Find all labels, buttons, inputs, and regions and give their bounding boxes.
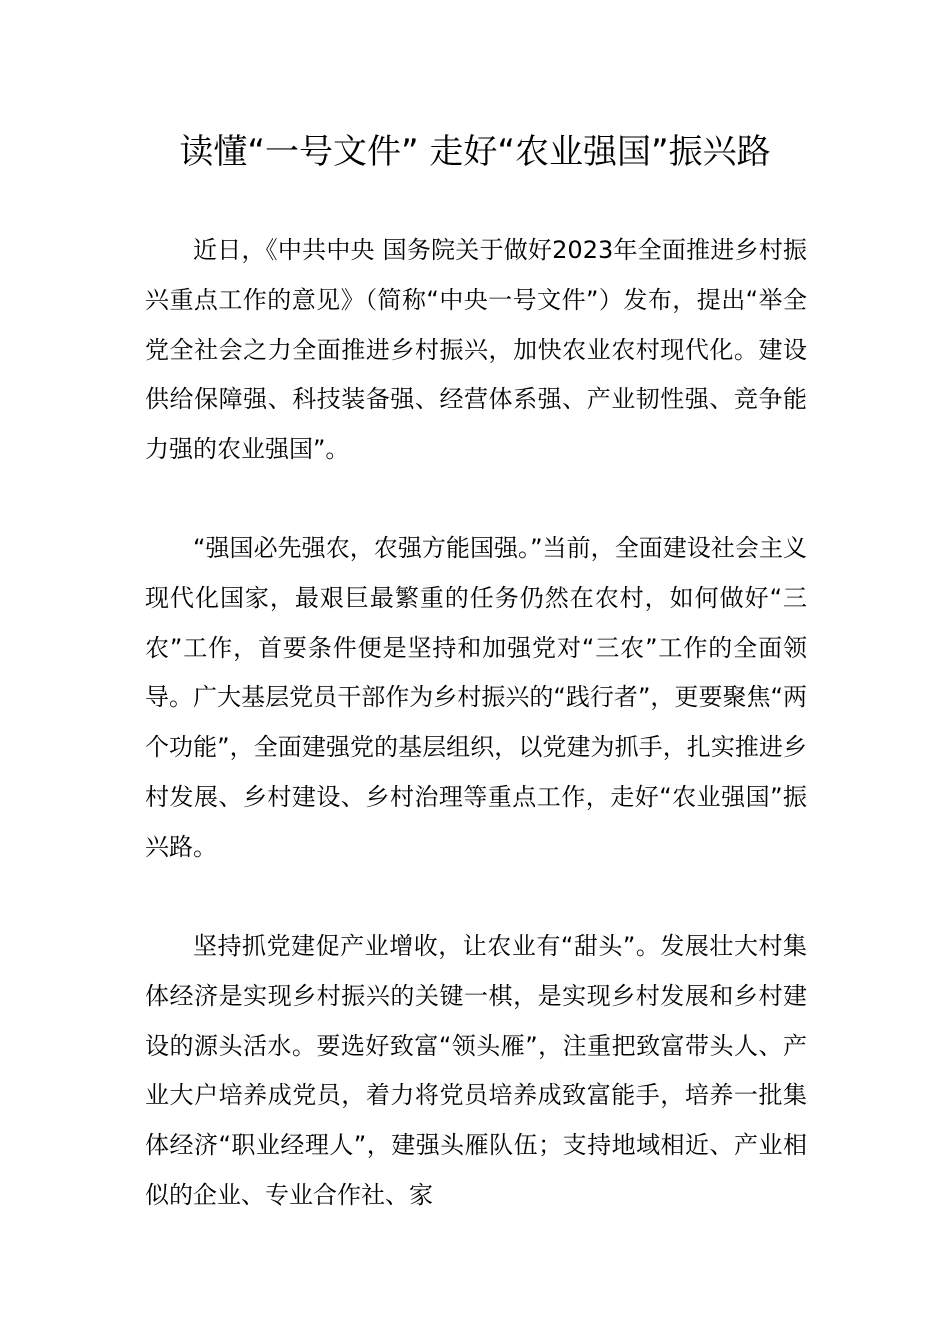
document-title: 读懂“一号文件” 走好“农业强国”振兴路 [179, 132, 771, 172]
paragraph-industry-income: 坚持抓党建促产业增收，让农业有“甜头”。发展壮大村集体经济是实现乡村振兴的关键一棋，是实现乡村发展和乡村建设的源头活水。要选好致富“领头雁”，注重把致富带头人、产业大户培养成党员，着力将党员培养成致富能手，培养一批集体经济“职业经理人”，建强头雁队伍；支持地域相近、产业相似的企业、专业合作社、家 [145, 932, 807, 1209]
paragraph-intro: 近日，《中共中央 国务院关于做好2023年全面推进乡村振兴重点工作的意见》（简称“中央一号文件”）发布，提出“举全党全社会之力全面推进乡村振兴，加快农业农村现代化。建设供给保障强、科技装备强、经营体系强、产业韧性强、竞争能力强的农业强国”。 [145, 236, 807, 464]
paragraph-strong-nation: “强国必先强农，农强方能国强。”当前，全面建设社会主义现代化国家，最艰巨最繁重的任务仍然在农村，如何做好“三农”工作，首要条件便是坚持和加强党对“三农”工作的全面领导。广大基层党员干部作为乡村振兴的“践行者”，更要聚焦“两个功能”，全面建强党的基层组织，以党建为抓手，扎实推进乡村发展、乡村建设、乡村治理等重点工作，走好“农业强国”振兴路。 [145, 534, 807, 861]
